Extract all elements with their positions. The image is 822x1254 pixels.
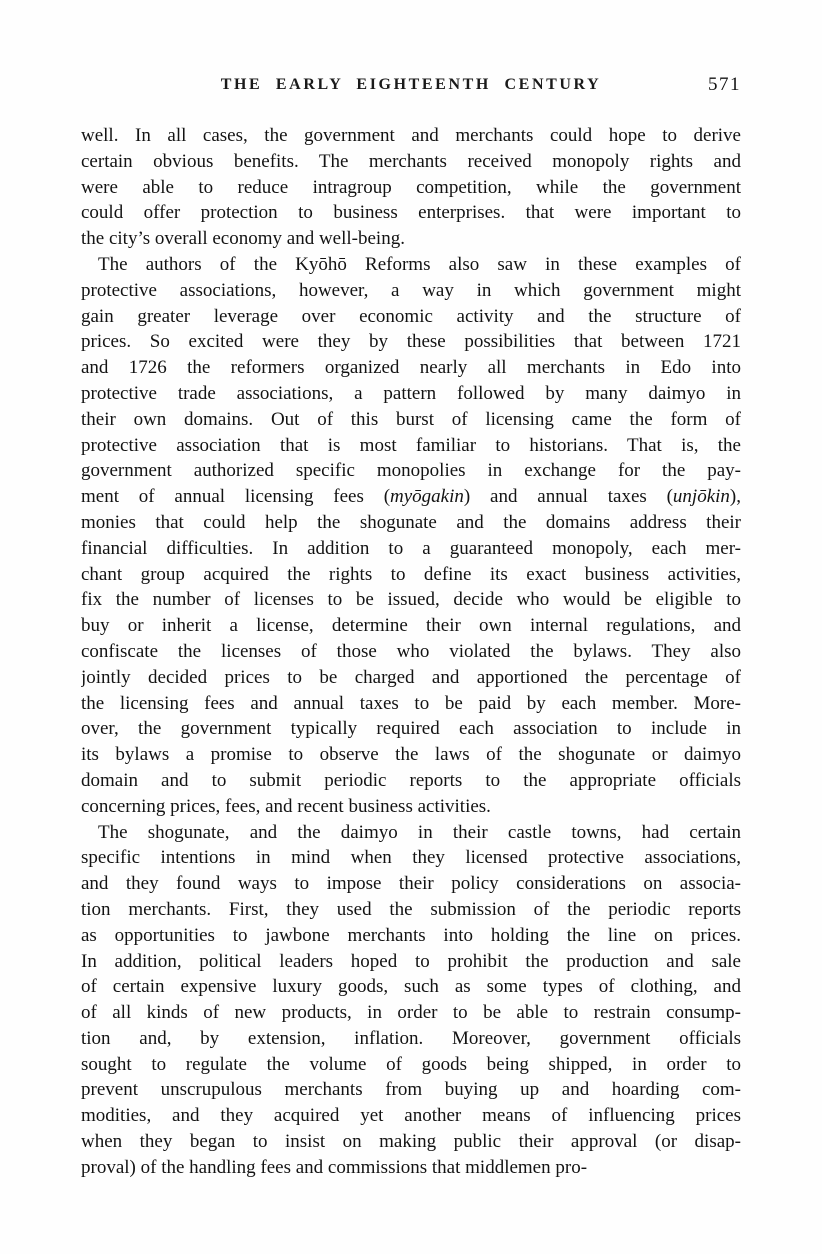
text-line: well. In all cases, the government and merchants could hope to derive xyxy=(81,125,741,146)
text-line: modities, and they acquired yet another means of influencing prices xyxy=(81,1105,741,1127)
text-line: In addition, political leaders hoped to prohibit the production and sale xyxy=(81,950,741,972)
text-line: of certain expensive luxury goods, such as some types of clothing, and xyxy=(81,976,741,998)
text-line: concerning prices, fees, and recent business activities. xyxy=(81,795,491,817)
text-line: fix the number of licenses to be issued, decide who would be eligible to xyxy=(81,589,741,611)
running-title: THE EARLY EIGHTEENTH CENTURY xyxy=(220,76,602,93)
text-line: tion and, by extension, inflation. Moreover, government officials xyxy=(81,1027,741,1049)
text-line: monies that could help the shogunate and the domains address their xyxy=(81,511,741,533)
text-line: gain greater leverage over economic activity and the structure of xyxy=(81,305,741,327)
text-line: could offer protection to business enterprises. that were important to xyxy=(81,202,741,224)
text-line: their own domains. Out of this burst of licensing came the form of xyxy=(81,408,741,430)
text-line: protective association that is most familiar to historians. That is, the xyxy=(81,434,741,456)
text-line: and they found ways to impose their policy considerations on associa- xyxy=(81,873,741,895)
text-line: tion merchants. First, they used the submission of the periodic reports xyxy=(81,898,741,920)
paragraph xyxy=(81,252,741,820)
text-line: chant group acquired the rights to define its exact business activities, xyxy=(81,563,741,585)
text-line: of all kinds of new products, in order to be able to restrain consump- xyxy=(81,1002,741,1024)
text-line: buy or inherit a license, determine their own internal regulations, and xyxy=(81,615,741,637)
text-line: proval) of the handling fees and commissions that middlemen pro- xyxy=(81,1156,588,1178)
paragraph xyxy=(81,123,741,252)
text-line: over, the government typically required each association to include in xyxy=(81,718,741,740)
text-line: were able to reduce intragroup competition, while the government xyxy=(81,176,741,198)
text-line: jointly decided prices to be charged and apportioned the percentage of xyxy=(81,666,741,688)
text-line: domain and to submit periodic reports to the appropriate officials xyxy=(81,769,741,791)
text-line: certain obvious benefits. The merchants received monopoly rights and xyxy=(81,150,741,172)
text-line: as opportunities to jawbone merchants into holding the line on prices. xyxy=(81,924,741,946)
running-header xyxy=(81,76,741,98)
text-line: specific intentions in mind when they licensed protective associations, xyxy=(81,847,741,869)
text-line: The authors of the Kyōhō Reforms also saw in these examples of xyxy=(98,253,741,275)
text-line: prevent unscrupulous merchants from buying up and hoarding com- xyxy=(81,1079,741,1101)
text-line: confiscate the licenses of those who violated the bylaws. They also xyxy=(81,640,741,662)
text-line: the city’s overall economy and well-being. xyxy=(81,228,405,250)
paragraph xyxy=(81,820,741,1181)
text-line: protective trade associations, a pattern followed by many daimyo in xyxy=(81,382,741,404)
text-line: protective associations, however, a way in which government might xyxy=(81,279,741,301)
text-line: when they began to insist on making public their approval (or disap- xyxy=(81,1131,741,1153)
text-line: its bylaws a promise to observe the laws of the shogunate or daimyo xyxy=(81,744,741,766)
text-line: The shogunate, and the daimyo in their castle towns, had certain xyxy=(98,821,741,843)
page-body xyxy=(81,123,741,1181)
text-line: prices. So excited were they by these possibilities that between 1721 xyxy=(81,331,741,353)
text-line: and 1726 the reformers organized nearly all merchants in Edo into xyxy=(81,357,741,379)
text-line: the licensing fees and annual taxes to be paid by each member. More- xyxy=(81,692,741,714)
text-line: sought to regulate the volume of goods being shipped, in order to xyxy=(81,1053,741,1075)
text-line: government authorized specific monopolies in exchange for the pay- xyxy=(81,460,741,482)
text-line: financial difficulties. In addition to a guaranteed monopoly, each mer- xyxy=(81,537,741,559)
text-line: ment of annual licensing fees (myōgakin) and annual taxes (unjōkin), xyxy=(81,486,741,508)
page-number: 571 xyxy=(708,74,741,95)
